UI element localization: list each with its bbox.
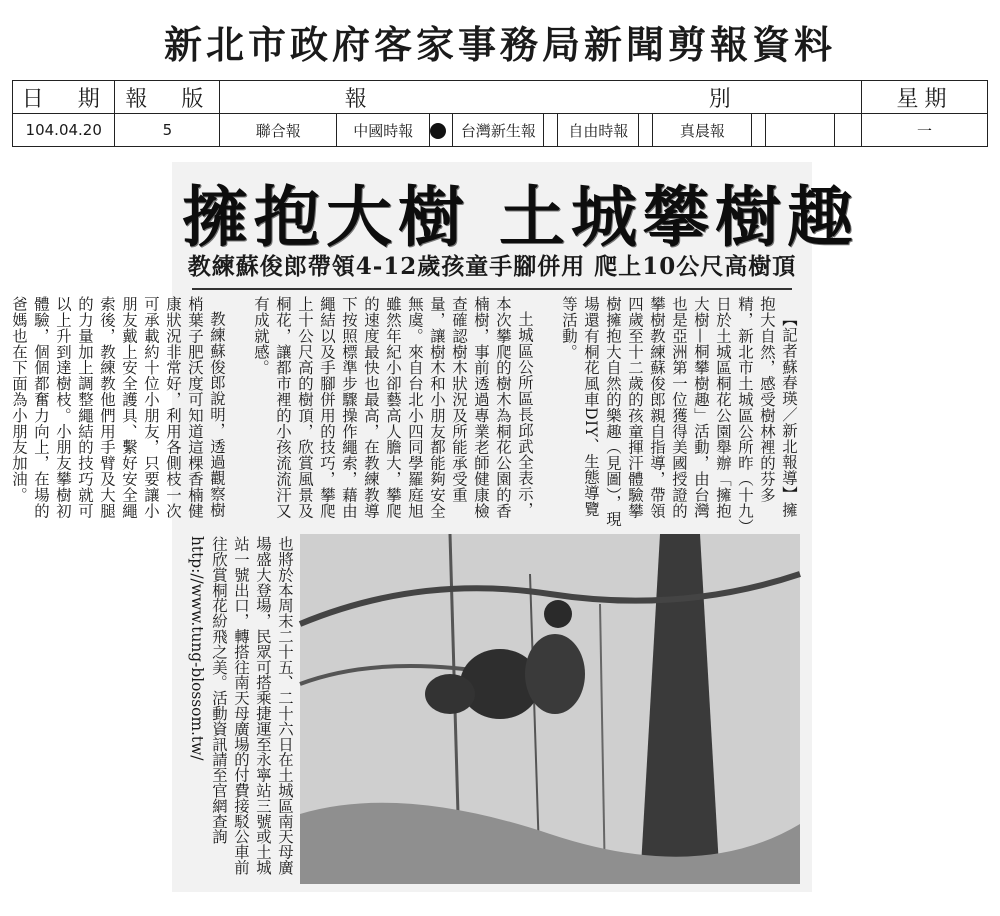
date-header: 日 期 xyxy=(13,81,115,114)
page-title: 新北市政府客家事務局新聞剪報資料 xyxy=(163,22,836,67)
paragraph-3: 教練蘇俊郎說明，透過觀察樹梢葉子肥沃度可知道這棵香楠健康狀況非常好，利用各側枝一次可承載約十位小朋友，只要讓小朋友戴上安全護具、繫好安全繩索後，教練教他們用手臂及大腿的力量加上調整繩結的技巧就可以上升到達樹枝。小朋友攀樹初體驗，個個都奮力向上，在場的爸媽也在下面為小朋友加油。 xyxy=(10,296,226,519)
paper-morning: 真晨報 xyxy=(653,114,752,147)
tree-climbing-photo xyxy=(300,534,800,884)
weekday-value: 一 xyxy=(862,114,988,147)
divider xyxy=(192,288,792,290)
paper-mark xyxy=(430,114,453,147)
date-value: 104.04.20 xyxy=(13,114,115,147)
paragraph-1: 【記者蘇春瑛／新北報導】擁抱大自然，感受樹林裡的芬多精，新北市土城區公所昨（十九）日於土城區桐花公園舉辦「擁抱大樹—桐攀樹趣」活動，由台灣也是亞洲第一位獲得美國授證的攀樹教練蘇俊郎親自指導，帶領四歲至十二歲的孩童揮汗體驗攀樹擁抱大自然的樂趣（見圖），現場還有桐花風車DIY、生態導覽等活動。 xyxy=(560,296,798,527)
paper-udn: 聯合報 xyxy=(220,114,337,147)
article-body-tail: 也將於本周末二十五、二十六日在土城區南天母廣場盛大登場，民眾可搭乘捷運至永寧站三號或土城站一號出口，轉搭往南天母廣場的付費接駁公車前往欣賞桐花紛飛之美。活動資訊請至官網查詢http://www.tung-blossom.tw/ xyxy=(188,536,294,875)
article-body xyxy=(10,296,800,532)
edition-value: 5 xyxy=(115,114,220,147)
paper-ltn: 自由時報 xyxy=(558,114,639,147)
news-photo xyxy=(300,534,800,884)
clipping-info-table xyxy=(12,80,988,147)
selected-dot-icon xyxy=(430,123,446,139)
edition-header: 報 版 xyxy=(115,81,220,114)
article-headline: 擁抱大樹 土城攀樹趣 xyxy=(182,178,859,256)
newspaper-header: 報 別 xyxy=(220,81,862,114)
paper-chinatimes: 中國時報 xyxy=(337,114,430,147)
weekday-header: 星期 xyxy=(862,81,988,114)
paragraph-2: 土城區公所區長邱武全表示，本次攀爬的樹木為桐花公園的香楠樹，事前透過專業老師健康檢查確認樹木狀況及所能承受重量，讓樹木和小朋友都能夠安全無虞。來自台北小四同學羅庭旭雖然年紀小卻藝高人膽大，攀爬的速度最快也最高，在教練教導下按照標準步驟操作繩索，藉由繩結以及手腳併用的技巧，攀爬上十公尺高的樹頂，欣賞風景及桐花，讓都市裡的小孩流流汗又有成就感。 xyxy=(252,296,534,519)
article-subheadline: 教練蘇俊郎帶領4-12歲孩童手腳併用 爬上10公尺高樹頂 xyxy=(187,253,797,280)
paper-tssd: 台灣新生報 xyxy=(453,114,544,147)
